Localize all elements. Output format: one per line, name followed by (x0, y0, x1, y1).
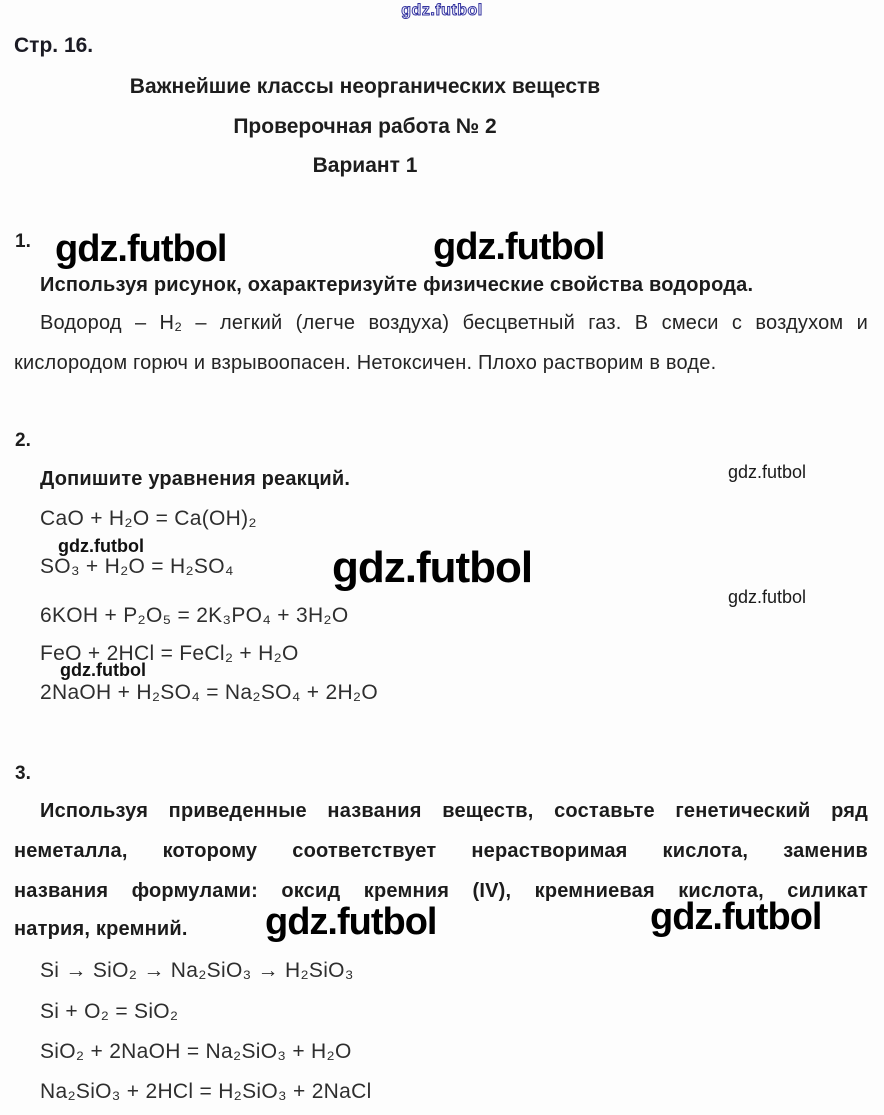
worksheet-subtitle: Проверочная работа № 2 (233, 115, 497, 138)
site-watermark-top: gdz.futbol (401, 2, 483, 19)
task-3-question-line: неметалла, которому соответствует нерастворимая кислота, заменив (14, 840, 868, 862)
task-3-question-line: названия формулами: оксид кремния (IV), кремниевая кислота, силикат (14, 880, 868, 902)
site-watermark-task3-right: gdz.futbol (650, 896, 822, 938)
task-3-number: 3. (15, 763, 31, 784)
site-watermark-task2-center: gdz.futbol (332, 543, 533, 592)
equation: SiO₂ + 2NaOH = Na₂SiO₃ + H₂O (40, 1040, 352, 1063)
genetic-chain: Si → SiO₂ → Na₂SiO₃ → H₂SiO₃ (40, 959, 354, 982)
task-1-answer-line: Водород – H₂ – легкий (легче воздуха) бесцветный газ. В смеси с воздухом и (40, 312, 868, 334)
site-watermark-task1-right: gdz.futbol (433, 226, 605, 268)
site-watermark-task3-left: gdz.futbol (265, 901, 437, 943)
equation: FeO + 2HCl = FeCl₂ + H₂O (40, 642, 299, 665)
page-number-label: Стр. 16. (14, 34, 94, 57)
task-3-question-line: Используя приведенные названия веществ, составьте генетический ряд (40, 800, 868, 822)
equation: 2NaOH + H₂SO₄ = Na₂SO₄ + 2H₂O (40, 681, 378, 704)
equation: 6KOH + P₂O₅ = 2K₃PO₄ + 3H₂O (40, 604, 349, 627)
site-watermark-task1-left: gdz.futbol (55, 228, 227, 270)
task-1-answer-line: кислородом горюч и взрывоопасен. Нетоксичен. Плохо растворим в воде. (14, 352, 717, 374)
variant-label: Вариант 1 (312, 154, 418, 177)
site-watermark-task2-right-2: gdz.futbol (728, 587, 807, 607)
task-1-question: Используя рисунок, охарактеризуйте физические свойства водорода. (40, 274, 754, 296)
equation: Na₂SiO₃ + 2HCl = H₂SiO₃ + 2NaCl (40, 1080, 372, 1103)
equation: Si + O₂ = SiO₂ (40, 1000, 179, 1023)
site-watermark-task2-right-1: gdz.futbol (728, 462, 807, 482)
site-watermark-task2-inline-1: gdz.futbol (58, 536, 144, 556)
task-2-number: 2. (15, 430, 31, 451)
site-watermark-task2-inline-2: gdz.futbol (60, 660, 146, 680)
task-1-number: 1. (15, 231, 31, 252)
task-3-question-line: натрия, кремний. (14, 918, 188, 940)
equation: CaO + H₂O = Ca(OH)₂ (40, 507, 257, 530)
worksheet-title: Важнейшие классы неорганических веществ (129, 75, 601, 98)
equation: SO₃ + H₂O = H₂SO₄ (40, 555, 234, 578)
task-2-question: Допишите уравнения реакций. (40, 468, 351, 490)
